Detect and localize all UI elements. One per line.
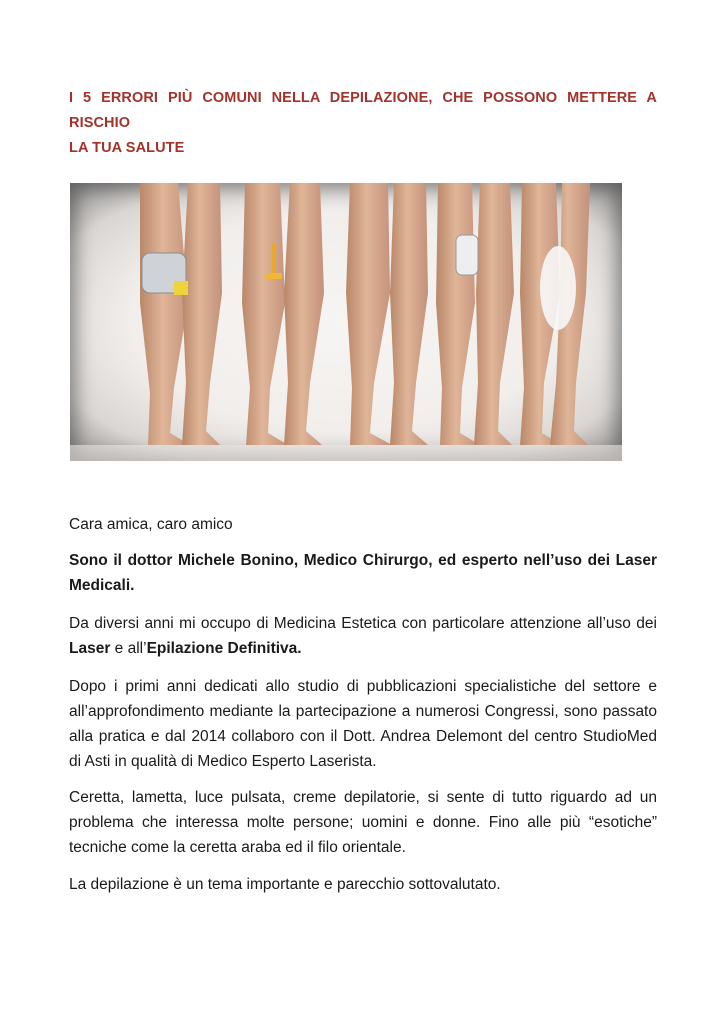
legs-photo: [70, 183, 622, 461]
legs-illustration: [70, 183, 622, 461]
p4-line-3: tecniche come la ceretta araba ed il filo orientale.: [69, 839, 406, 856]
title-line-1: I 5 ERRORI PIÙ COMUNI NELLA DEPILAZIONE, CHE POSSONO METTERE A RISCHIO: [69, 90, 657, 131]
epilator-device: [456, 235, 478, 275]
p4-line-2: problema che interessa molte persone; uomini e donne. Fino alle più “esotiche”: [69, 814, 657, 831]
epilazione-term: Epilazione Definitiva.: [146, 640, 302, 657]
p3-line-3: alla pratica e dal 2014 collaboro con il Dott. Andrea Delemont del centro StudioMed: [69, 728, 657, 745]
intro-line-2: Medicali.: [69, 577, 135, 594]
paragraph-3: [69, 674, 657, 774]
p3-line-1: Dopo i primi anni dedicati allo studio di pubblicazioni specialistiche del settore e: [69, 678, 657, 695]
ipl-device: [142, 253, 188, 295]
p2-line-1: Da diversi anni mi occupo di Medicina Estetica con particolare attenzione all’uso dei: [69, 615, 657, 632]
greeting: Cara amica, caro amico: [69, 516, 233, 533]
p4-line-1: Ceretta, lametta, luce pulsata, creme depilatorie, si sente di tutto riguardo ad un: [69, 789, 657, 806]
paragraph-4: [69, 785, 657, 860]
intro-line-1: Sono il dottor Michele Bonino, Medico Chirurgo, ed esperto nell’uso dei Laser: [69, 552, 657, 569]
paragraph-2: [69, 611, 657, 661]
legs-group: [140, 183, 590, 445]
document-title: [69, 86, 657, 161]
p2-line-2: Laser e all’Epilazione Definitiva.: [69, 640, 302, 657]
intro-paragraph: [69, 548, 657, 598]
paragraph-5: La depilazione è un tema importante e parecchio sottovalutato.: [69, 876, 501, 893]
laser-term: Laser: [69, 640, 111, 657]
title-line-2: LA TUA SALUTE: [69, 140, 185, 156]
p3-line-4: di Asti in qualità di Medico Esperto Laserista.: [69, 753, 377, 770]
cream-icon: [540, 246, 576, 330]
p3-line-2: all’approfondimento mediante la partecipazione a numerosi Congressi, sono passato: [69, 703, 657, 720]
